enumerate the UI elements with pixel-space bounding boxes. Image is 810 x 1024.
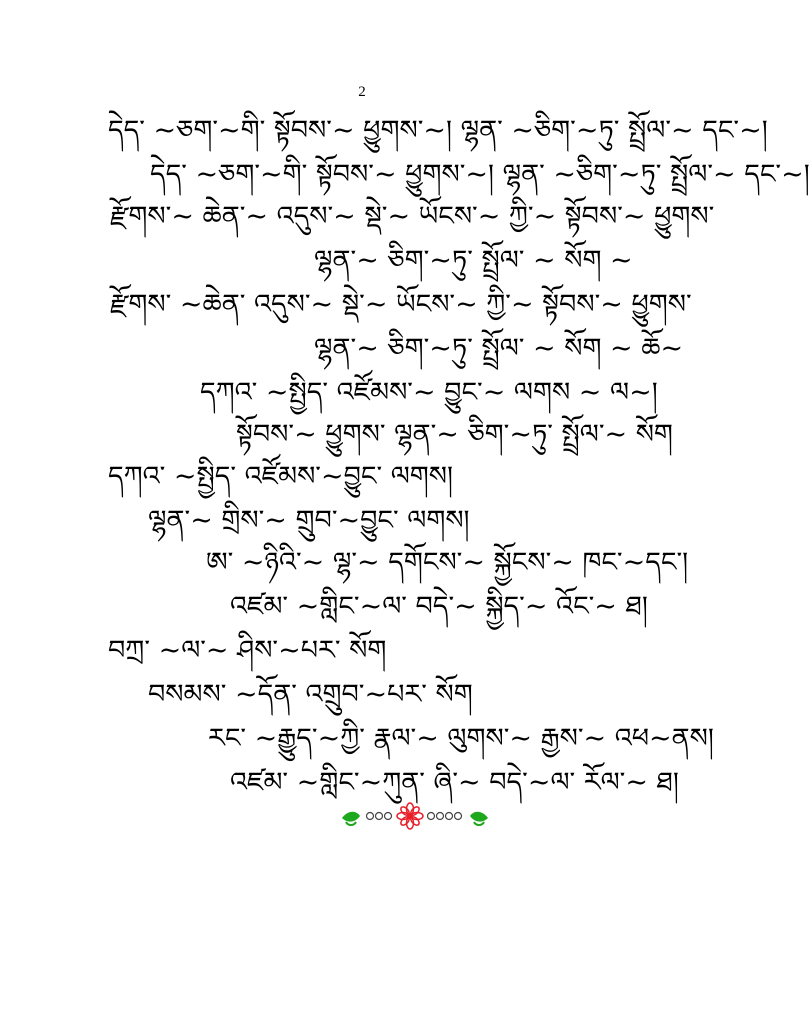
circles-right-icon [428, 813, 462, 820]
verse-line: དེད་ ~ཅག་~གི་ སྟོབས་~ ཕྱུགས་~། ལྷན་ ~ཅིག་~ཏུ་ སྤྲོལ་~ དང་~། [150, 159, 810, 190]
ornament-divider [340, 802, 490, 830]
verse-line: བཀྲ་ ~ལ་~ ཤིས་~པར་ སོག [108, 635, 387, 666]
verse-line: དཀའ་ ~སྤྱིད་ འཛོམས་~ བྱུང་~ ལགས ~ ལ~། [200, 377, 658, 408]
circles-left-icon [367, 813, 392, 820]
verse-line: སྟོབས་~ ཕྱུགས་ ལྷན་~ ཅིག་~ཏུ་ སྤྲོལ་~ སོག [236, 419, 673, 450]
page-number: 2 [358, 84, 366, 100]
verse-line: འཛམ་ ~གླིང་~ལ་ བདེ་~ སྐྱིད་~ འོང་~ ཐ། [230, 591, 648, 622]
flower-icon [397, 803, 423, 829]
verse-line: ལྷན་~ གྲིས་~ གྲུབ་~བྱུང་ ལགས། [148, 505, 470, 536]
verse-line: ལྷན་~ ཅིག་~ཏུ་ སྤྲོལ་ ~ སོག ~ ཆོ~ [314, 333, 684, 364]
verse-line: འཛམ་ ~གླིང་~ཀུན་ ཞི་~ བདེ་~ལ་ རོལ་~ ཐ། [230, 767, 679, 798]
verse-line: བསམས་ ~དོན་ འགྲུབ་~པར་ སོག [148, 679, 473, 710]
verse-line: ལྷན་~ ཅིག་~ཏུ་ སྤྲོལ་ ~ སོག ~ [314, 245, 633, 276]
leaf-right-icon [470, 812, 488, 825]
leaf-left-icon [342, 812, 360, 825]
verse-line: རྫོགས་~ ཆེན་~ འདུས་~ སྡེ་~ ཡོངས་~ ཀྱི་~ སྟོབས་~ ཕྱུགས་ [110, 201, 715, 232]
verse-line: རང་ ~རྒྱུད་~ཀྱི་ རྣལ་~ ལུགས་~ རྒྱས་~ འཕ~ནས། [208, 723, 714, 754]
verse-line: ཨ་ ~ཉིའི་~ ལྷ་~ དགོངས་~ སྐྱོངས་~ ཁང་~དང་། [206, 547, 689, 578]
verse-line: དེད་ ~ཅག་~གི་ སྟོབས་~ ཕྱུགས་~། ལྷན་ ~ཅིག་~ཏུ་ སྤྲོལ་~ དང་~། [108, 115, 768, 146]
verse-line: རྫོགས་ ~ཆེན་ འདུས་~ སྡེ་~ ཡོངས་~ ཀྱི་~ སྟོབས་~ ཕྱུགས་ [110, 289, 692, 320]
verse-line: དཀའ་ ~སྤྱིད་ འཛོམས་~བྱུང་ ལགས། [108, 461, 454, 492]
